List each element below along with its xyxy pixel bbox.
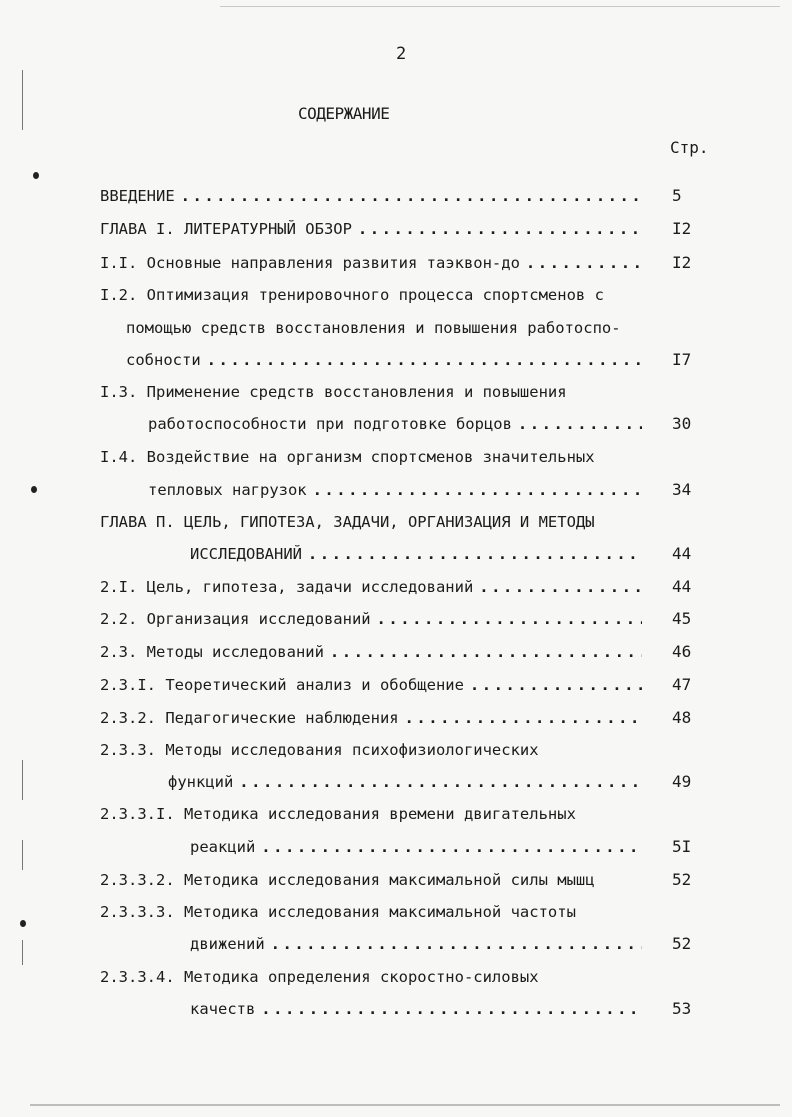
page-title: СОДЕРЖАНИЕ [298, 104, 390, 123]
toc-entry-line: 2.I. Цель, гипотеза, задачи исследований . . . [100, 575, 642, 599]
toc-page-ref: 30 [672, 414, 692, 433]
toc-entry-line: 2.3.3.4. Методика определения скоростно-силовых [100, 968, 539, 986]
page-column-label: Стр. [670, 138, 709, 157]
toc-page-ref: 34 [672, 480, 692, 499]
toc-page-ref: I2 [672, 219, 692, 238]
toc-page-ref: 49 [672, 772, 692, 791]
toc-entry-line: 2.3.3.I. Методика исследования времени двигательных [100, 805, 576, 823]
toc-page-ref: 44 [672, 577, 692, 596]
toc-entry-line: I.3. Применение средств восстановления и повышения [100, 383, 567, 401]
toc-page-ref: 48 [672, 708, 692, 727]
toc-page-ref: 5 [672, 186, 682, 205]
toc-entry-line: 2.3.I. Теоретический анализ и обобщение . . . [100, 673, 642, 697]
toc-entry-line: ИССЛЕДОВАНИЙ . . . [190, 542, 642, 566]
toc-page-ref: I2 [672, 253, 692, 272]
toc-entry-line: ГЛАВА П. ЦЕЛЬ, ГИПОТЕЗА, ЗАДАЧИ, ОРГАНИЗАЦИЯ И МЕТОДЫ [100, 513, 595, 531]
scan-edge-top [220, 6, 780, 7]
scan-artifact-rule [22, 760, 23, 800]
scan-artifact-rule [22, 940, 23, 965]
toc-entry-line: помощью средств восстановления и повышения работоспо- [126, 319, 621, 337]
page-number: 2 [396, 44, 407, 64]
binder-hole [20, 920, 26, 927]
toc-entry-line: ГЛАВА I. ЛИТЕРАТУРНЫЙ ОБЗОР . . . [100, 217, 642, 241]
toc-page-ref: 52 [672, 934, 692, 953]
toc-page-ref: I7 [672, 350, 692, 369]
toc-entry-line: I.I. Основные направления развития таэквон-до . . . [100, 251, 642, 275]
toc-entry-line: 2.3. Методы исследований . . . [100, 640, 642, 664]
scan-artifact-rule [22, 70, 23, 130]
toc-entry-line: 2.3.3.3. Методика исследования максимальной частоты [100, 903, 576, 921]
toc-page-ref: 46 [672, 642, 692, 661]
binder-hole [31, 486, 37, 493]
toc-page-ref: 47 [672, 675, 692, 694]
toc-entry-line: 2.3.3.2. Методика исследования максимальной силы мышц [100, 871, 595, 889]
toc-entry-line: реакций . . . [190, 835, 642, 859]
toc-page-ref: 44 [672, 544, 692, 563]
toc-page-ref: 53 [672, 999, 692, 1018]
toc-page-ref: 45 [672, 609, 692, 628]
toc-page-ref: 5I [672, 837, 692, 856]
toc-entry-line: I.2. Оптимизация тренировочного процесса спортсменов с [100, 286, 604, 304]
toc-entry-line: ВВЕДЕНИЕ . . . [100, 184, 642, 208]
toc-entry-line: собности . . . [126, 348, 642, 372]
toc-entry-line: 2.3.3. Методы исследования психофизиологических [100, 741, 539, 759]
toc-entry-line: I.4. Воздействие на организм спортсменов значительных [100, 448, 595, 466]
toc-entry-line: движений . . . [190, 932, 642, 956]
toc-entry-line: тепловых нагрузок . . . [148, 478, 642, 502]
toc-entry-line: работоспособности при подготовке борцов . . . [148, 412, 642, 436]
toc-entry-line: 2.3.2. Педагогические наблюдения . . . [100, 706, 642, 730]
toc-entry-line: качеств . . . [190, 997, 642, 1021]
scan-artifact-rule [22, 840, 23, 870]
toc-entry-line: функций . . . [168, 770, 642, 794]
toc-page-ref: 52 [672, 870, 692, 889]
binder-hole [33, 172, 39, 179]
toc-entry-line: 2.2. Организация исследований . . . [100, 607, 642, 631]
scan-edge-bottom [30, 1104, 780, 1106]
